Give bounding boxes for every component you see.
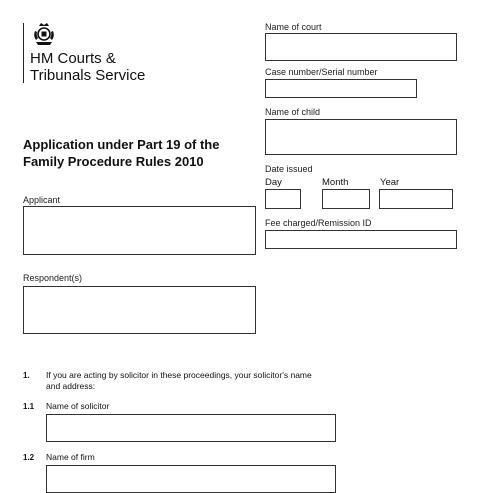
month-field[interactable] [322, 189, 370, 209]
child-name-field[interactable] [265, 119, 457, 155]
year-label: Year [380, 177, 400, 188]
org-name-line1: HM Courts & [30, 50, 116, 67]
firm-name-label: Name of firm [46, 452, 95, 462]
royal-crest-icon [32, 22, 56, 46]
court-label: Name of court [265, 22, 322, 32]
firm-name-field[interactable] [46, 465, 336, 493]
question-1-1-number: 1.1 [23, 402, 35, 411]
respondents-field[interactable] [23, 286, 256, 334]
court-field[interactable] [265, 33, 457, 61]
solicitor-name-label: Name of solicitor [46, 401, 110, 411]
year-field[interactable] [379, 189, 453, 209]
question-1-text-line2: and address: [46, 381, 96, 391]
child-name-label: Name of child [265, 107, 321, 117]
case-number-label: Case number/Serial number [265, 67, 378, 77]
org-name-line2: Tribunals Service [30, 67, 146, 84]
question-1-2-number: 1.2 [23, 453, 35, 462]
fee-field[interactable] [265, 230, 457, 249]
month-label: Month [322, 177, 349, 188]
respondents-label: Respondent(s) [23, 273, 83, 283]
applicant-field[interactable] [23, 206, 256, 255]
question-1-text-line1: If you are acting by solicitor in these proceedings, your solicitor's name [46, 370, 312, 380]
solicitor-name-field[interactable] [46, 414, 336, 442]
brand-divider [23, 23, 24, 83]
case-number-field[interactable] [265, 79, 417, 98]
day-field[interactable] [265, 189, 301, 209]
form-title-line2: Family Procedure Rules 2010 [23, 154, 204, 169]
form-title-line1: Application under Part 19 of the [23, 137, 220, 152]
fee-label: Fee charged/Remission ID [265, 218, 372, 228]
applicant-label: Applicant [23, 195, 61, 205]
date-issued-label: Date issued [265, 164, 313, 174]
day-label: Day [265, 177, 282, 188]
question-1-number: 1. [23, 371, 30, 380]
